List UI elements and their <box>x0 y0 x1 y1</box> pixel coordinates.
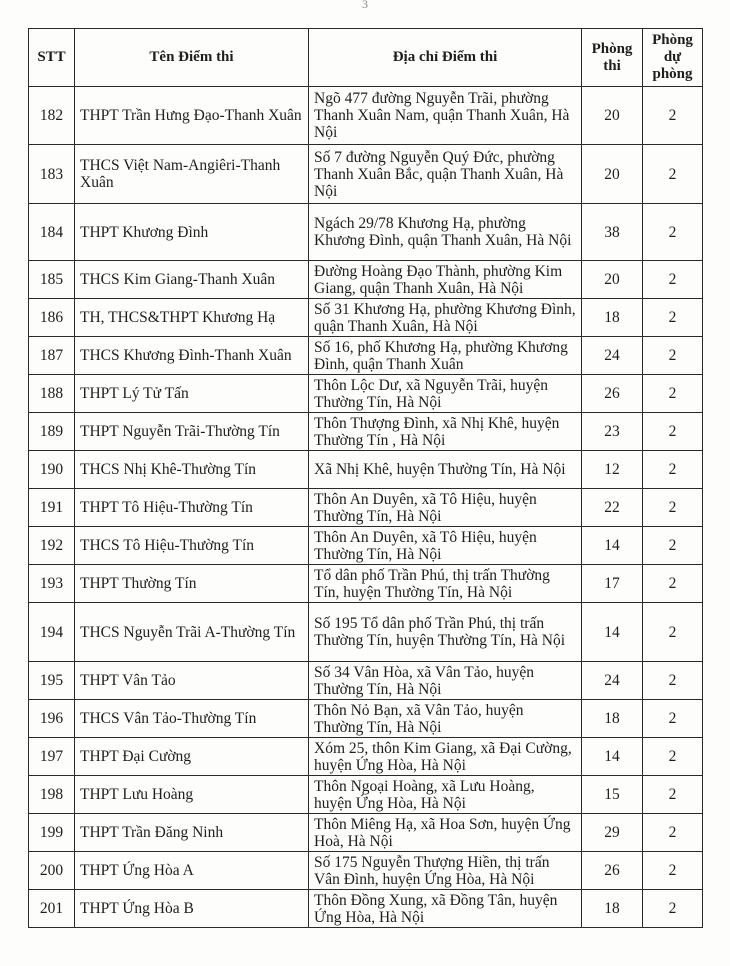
row-exam-site-name: THPT Trần Đăng Ninh <box>75 814 309 852</box>
row-exam-rooms: 14 <box>582 738 643 776</box>
row-stt: 182 <box>29 87 75 145</box>
row-stt: 189 <box>29 413 75 451</box>
row-backup-rooms: 2 <box>643 451 703 489</box>
row-exam-site-address: Số 31 Khương Hạ, phường Khương Đình, quận Thanh Xuân, Hà Nội <box>309 299 582 337</box>
row-backup-rooms: 2 <box>643 603 703 662</box>
table-row <box>29 565 703 603</box>
row-exam-site-address: Số 34 Vân Hòa, xã Vân Tảo, huyện Thường Tín, Hà Nội <box>309 662 582 700</box>
row-exam-rooms: 20 <box>582 261 643 299</box>
table-row <box>29 776 703 814</box>
row-exam-site-name: THPT Trần Hưng Đạo-Thanh Xuân <box>75 87 309 145</box>
row-exam-rooms: 17 <box>582 565 643 603</box>
table-row <box>29 261 703 299</box>
table-row <box>29 375 703 413</box>
row-exam-site-name: THCS Nhị Khê-Thường Tín <box>75 451 309 489</box>
table-header-row <box>29 29 703 87</box>
row-exam-site-name: THPT Khương Đình <box>75 204 309 261</box>
row-stt: 199 <box>29 814 75 852</box>
header-exam-site-name: Tên Điểm thi <box>75 29 309 87</box>
row-backup-rooms: 2 <box>643 738 703 776</box>
row-backup-rooms: 2 <box>643 375 703 413</box>
table-row <box>29 662 703 700</box>
row-stt: 187 <box>29 337 75 375</box>
row-exam-rooms: 23 <box>582 413 643 451</box>
row-stt: 190 <box>29 451 75 489</box>
row-exam-site-address: Thôn Miêng Hạ, xã Hoa Sơn, huyện Ứng Hoà, Hà Nội <box>309 814 582 852</box>
table-row <box>29 852 703 890</box>
row-exam-site-name: THPT Thường Tín <box>75 565 309 603</box>
table-row <box>29 299 703 337</box>
row-exam-site-name: THPT Ứng Hòa A <box>75 852 309 890</box>
row-exam-site-name: THPT Nguyễn Trãi-Thường Tín <box>75 413 309 451</box>
row-exam-rooms: 12 <box>582 451 643 489</box>
row-exam-site-address: Thôn Đồng Xung, xã Đồng Tân, huyện Ứng Hòa, Hà Nội <box>309 890 582 928</box>
row-exam-site-name: THCS Vân Tảo-Thường Tín <box>75 700 309 738</box>
table-row <box>29 145 703 204</box>
row-backup-rooms: 2 <box>643 299 703 337</box>
table-row <box>29 738 703 776</box>
table-row <box>29 413 703 451</box>
row-stt: 186 <box>29 299 75 337</box>
header-exam-site-address: Địa chỉ Điểm thi <box>309 29 582 87</box>
row-stt: 200 <box>29 852 75 890</box>
row-backup-rooms: 2 <box>643 890 703 928</box>
row-backup-rooms: 2 <box>643 814 703 852</box>
row-exam-site-address: Số 195 Tổ dân phố Trần Phú, thị trấn Thường Tín, huyện Thường Tín, Hà Nội <box>309 603 582 662</box>
row-exam-rooms: 18 <box>582 700 643 738</box>
row-exam-site-name: THPT Ứng Hòa B <box>75 890 309 928</box>
table-row <box>29 204 703 261</box>
row-exam-rooms: 20 <box>582 145 643 204</box>
page-number: 3 <box>362 0 368 11</box>
row-exam-site-address: Số 7 đường Nguyễn Quý Đức, phường Thanh Xuân Bắc, quận Thanh Xuân, Hà Nội <box>309 145 582 204</box>
table-row <box>29 337 703 375</box>
row-exam-site-address: Số 175 Nguyễn Thượng Hiền, thị trấn Vân Đình, huyện Ứng Hòa, Hà Nội <box>309 852 582 890</box>
row-exam-rooms: 18 <box>582 890 643 928</box>
row-exam-rooms: 38 <box>582 204 643 261</box>
row-stt: 201 <box>29 890 75 928</box>
row-exam-rooms: 22 <box>582 489 643 527</box>
row-backup-rooms: 2 <box>643 776 703 814</box>
row-exam-site-name: THPT Lý Tử Tấn <box>75 375 309 413</box>
row-exam-rooms: 24 <box>582 337 643 375</box>
row-exam-rooms: 24 <box>582 662 643 700</box>
row-stt: 188 <box>29 375 75 413</box>
row-exam-site-name: THPT Tô Hiệu-Thường Tín <box>75 489 309 527</box>
row-exam-site-name: THPT Lưu Hoàng <box>75 776 309 814</box>
row-exam-site-name: TH, THCS&THPT Khương Hạ <box>75 299 309 337</box>
row-exam-site-address: Thôn Lộc Dư, xã Nguyễn Trãi, huyện Thường Tín, Hà Nội <box>309 375 582 413</box>
row-backup-rooms: 2 <box>643 852 703 890</box>
row-backup-rooms: 2 <box>643 413 703 451</box>
row-exam-site-address: Đường Hoàng Đạo Thành, phường Kim Giang, quận Thanh Xuân, Hà Nội <box>309 261 582 299</box>
row-exam-site-name: THCS Khương Đình-Thanh Xuân <box>75 337 309 375</box>
table-row <box>29 489 703 527</box>
row-stt: 185 <box>29 261 75 299</box>
row-exam-site-name: THCS Việt Nam-Angiêri-Thanh Xuân <box>75 145 309 204</box>
row-stt: 192 <box>29 527 75 565</box>
row-exam-rooms: 29 <box>582 814 643 852</box>
row-exam-rooms: 20 <box>582 87 643 145</box>
row-exam-rooms: 14 <box>582 603 643 662</box>
row-backup-rooms: 2 <box>643 700 703 738</box>
row-stt: 183 <box>29 145 75 204</box>
row-stt: 191 <box>29 489 75 527</box>
row-exam-rooms: 26 <box>582 375 643 413</box>
row-exam-site-name: THPT Đại Cường <box>75 738 309 776</box>
row-backup-rooms: 2 <box>643 662 703 700</box>
row-backup-rooms: 2 <box>643 527 703 565</box>
row-exam-site-name: THCS Nguyễn Trãi A-Thường Tín <box>75 603 309 662</box>
row-exam-site-address: Thôn Nỏ Bạn, xã Vân Tảo, huyện Thường Tín, Hà Nội <box>309 700 582 738</box>
row-stt: 194 <box>29 603 75 662</box>
row-stt: 193 <box>29 565 75 603</box>
row-stt: 197 <box>29 738 75 776</box>
row-exam-site-address: Số 16, phố Khương Hạ, phường Khương Đình, quận Thanh Xuân <box>309 337 582 375</box>
row-exam-site-address: Thôn Ngoại Hoàng, xã Lưu Hoàng, huyện Ứng Hòa, Hà Nội <box>309 776 582 814</box>
table-row <box>29 527 703 565</box>
row-stt: 184 <box>29 204 75 261</box>
row-stt: 198 <box>29 776 75 814</box>
row-exam-rooms: 18 <box>582 299 643 337</box>
row-backup-rooms: 2 <box>643 145 703 204</box>
row-exam-site-name: THPT Vân Tảo <box>75 662 309 700</box>
row-exam-site-address: Thôn An Duyên, xã Tô Hiệu, huyện Thường Tín, Hà Nội <box>309 527 582 565</box>
table-row <box>29 87 703 145</box>
table-body <box>29 87 703 928</box>
table-row <box>29 890 703 928</box>
row-exam-site-address: Thôn An Duyên, xã Tô Hiệu, huyện Thường Tín, Hà Nội <box>309 489 582 527</box>
row-exam-site-name: THCS Tô Hiệu-Thường Tín <box>75 527 309 565</box>
row-exam-rooms: 26 <box>582 852 643 890</box>
row-exam-site-address: Xóm 25, thôn Kim Giang, xã Đại Cường, huyện Ứng Hòa, Hà Nội <box>309 738 582 776</box>
header-exam-rooms: Phòng thi <box>582 29 643 87</box>
row-backup-rooms: 2 <box>643 489 703 527</box>
header-backup-rooms: Phòng dự phòng <box>643 29 703 87</box>
row-backup-rooms: 2 <box>643 261 703 299</box>
row-exam-site-address: Thôn Thượng Đình, xã Nhị Khê, huyện Thường Tín , Hà Nội <box>309 413 582 451</box>
exam-site-table <box>28 28 703 928</box>
row-exam-site-address: Xã Nhị Khê, huyện Thường Tín, Hà Nội <box>309 451 582 489</box>
row-exam-rooms: 14 <box>582 527 643 565</box>
table-row <box>29 603 703 662</box>
table-row <box>29 814 703 852</box>
row-backup-rooms: 2 <box>643 565 703 603</box>
table-row <box>29 700 703 738</box>
row-backup-rooms: 2 <box>643 87 703 145</box>
row-exam-site-address: Tổ dân phố Trần Phú, thị trấn Thường Tín, huyện Thường Tín, Hà Nội <box>309 565 582 603</box>
row-stt: 195 <box>29 662 75 700</box>
table-row <box>29 451 703 489</box>
row-backup-rooms: 2 <box>643 204 703 261</box>
row-exam-site-address: Ngách 29/78 Khương Hạ, phường Khương Đình, quận Thanh Xuân, Hà Nội <box>309 204 582 261</box>
row-exam-rooms: 15 <box>582 776 643 814</box>
row-backup-rooms: 2 <box>643 337 703 375</box>
row-exam-site-address: Ngõ 477 đường Nguyễn Trãi, phường Thanh Xuân Nam, quận Thanh Xuân, Hà Nội <box>309 87 582 145</box>
header-stt: STT <box>29 29 75 87</box>
row-stt: 196 <box>29 700 75 738</box>
row-exam-site-name: THCS Kim Giang-Thanh Xuân <box>75 261 309 299</box>
